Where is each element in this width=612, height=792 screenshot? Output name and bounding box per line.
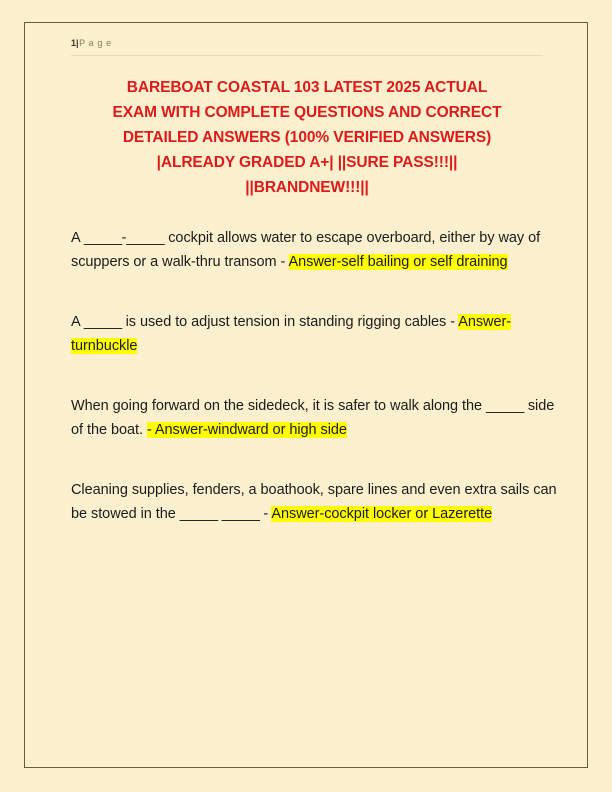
qa-item [71, 310, 563, 358]
qa-list [71, 226, 563, 526]
header-page-number: 1 [71, 38, 77, 48]
title-line-1: BAREBOAT COASTAL 103 LATEST 2025 ACTUAL [126, 79, 488, 96]
title-line-5: ||BRANDNEW!!!|| [245, 179, 369, 196]
answer-highlight: Answer-turnbuckle [71, 314, 512, 354]
qa-item [71, 394, 563, 442]
question-text: A [71, 230, 84, 246]
document-page [24, 22, 588, 768]
running-header [71, 37, 543, 63]
question-text: A [71, 314, 84, 330]
title-line-3: DETAILED ANSWERS (100% VERIFIED ANSWERS) [122, 129, 492, 146]
header-separator: | [76, 38, 80, 48]
qa-item [71, 226, 563, 274]
question-text: Cleaning supplies, fenders, a boathook, spare lines and even extra sails can be stowed in the [71, 482, 557, 522]
question-text-cont: cockpit allows water to escape overboard, either by way of scuppers or a walk-thru transom - [71, 230, 541, 270]
qa-item [71, 478, 563, 526]
answer-blank: _____ [486, 398, 524, 414]
question-text: When going forward on the sidedeck, it is safer to walk along the [71, 398, 487, 414]
header-divider [71, 55, 543, 56]
question-text-cont: - [259, 506, 272, 522]
answer-blank: _____ [179, 506, 218, 522]
page-title [67, 75, 547, 200]
blank-separator: - [121, 230, 127, 246]
answer-blank: _____ [83, 314, 122, 330]
answer-highlight: Answer-self bailing or self draining [288, 254, 508, 270]
answer-highlight: - Answer-windward or high side [146, 422, 347, 438]
answer-highlight: Answer-cockpit locker or Lazerette [271, 506, 493, 522]
answer-blank: _____ [221, 506, 260, 522]
header-page-word: P a g e [79, 38, 112, 48]
answer-blank: _____ [83, 230, 122, 246]
question-text-cont: side of the boat. [71, 398, 555, 438]
title-line-2: EXAM WITH COMPLETE QUESTIONS AND CORRECT [112, 104, 502, 121]
title-line-4: |ALREADY GRADED A+| ||SURE PASS!!!|| [156, 154, 458, 171]
question-text-cont: is used to adjust tension in standing rigging cables - [121, 314, 459, 330]
header-page-label [71, 37, 543, 49]
answer-blank: _____ [126, 230, 165, 246]
